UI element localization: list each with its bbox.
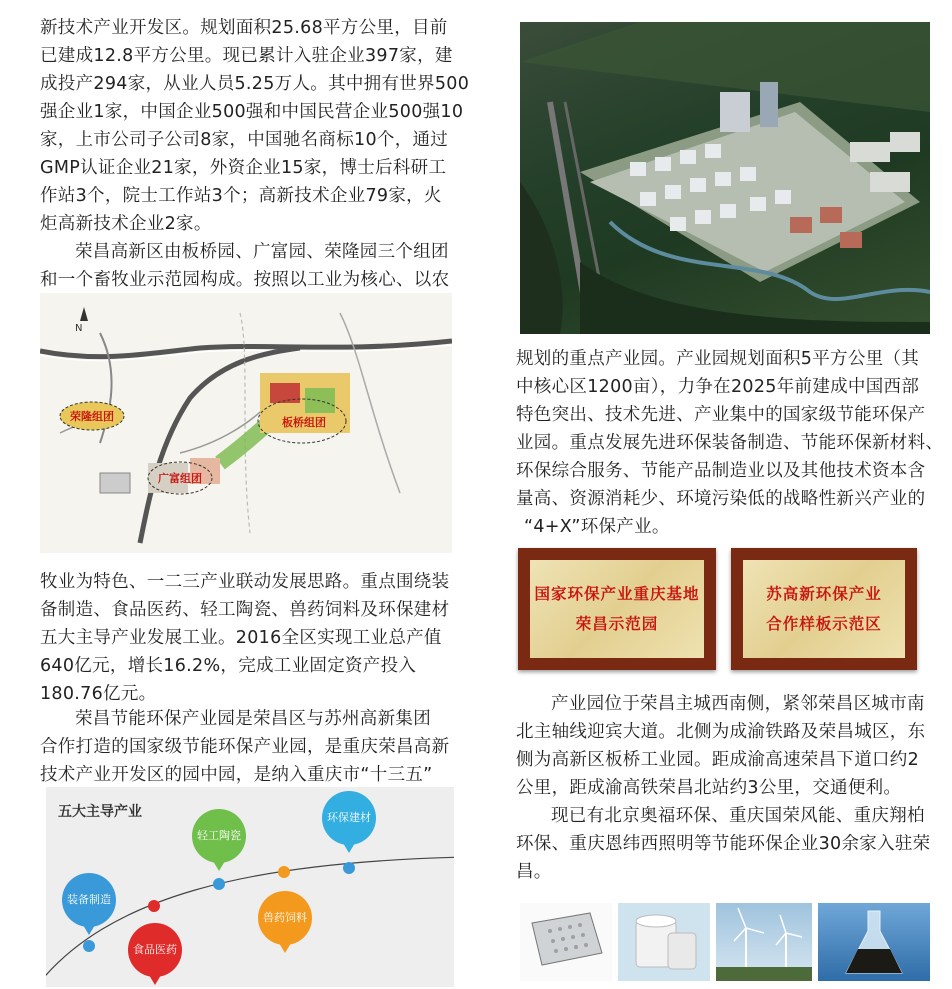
text-line: GMP认证企业21家，外资企业15家，博士后科研工 [40, 158, 447, 178]
text-line: 炬高新技术企业2家。 [40, 214, 212, 234]
industry-chart-title: 五大主导产业 [58, 804, 142, 820]
park-aerial-rendering [520, 22, 930, 334]
industry-dot-1 [83, 940, 95, 952]
wind-turbine-image [716, 903, 812, 981]
text-line: 昌。 [516, 862, 552, 882]
svg-text:N: N [75, 323, 83, 334]
plaque-line: 国家环保产业重庆基地 [534, 585, 700, 603]
text-line: 合作打造的国家级节能环保产业园，是重庆荣昌高新 [40, 737, 450, 757]
industry-dot-4 [278, 866, 290, 878]
map-label-banqiao: 板桥组团 [282, 416, 326, 429]
text-line: 产业园位于荣昌主城西南侧，紧邻荣昌区城市南 [551, 694, 925, 714]
text-line: “4+X”环保产业。 [524, 517, 670, 537]
right-para-1 [516, 345, 946, 541]
text-line: 环保、重庆恩纬西照明等节能环保企业30余家入驻荣 [516, 834, 931, 854]
text-line: 家，上市公司子公司8家，中国驰名商标10个，通过 [40, 130, 449, 150]
plaque-face [743, 560, 905, 658]
text-line: 荣昌高新区由板桥园、广富园、荣隆园三个组团 [75, 242, 449, 262]
district-map [40, 293, 452, 553]
text-line: 成投产294家，从业人员5.25万人。其中拥有世界500 [40, 74, 470, 94]
text-line: 备制造、食品医药、轻工陶瓷、兽药饲料及环保建材 [40, 600, 450, 620]
plaque-line: 苏高新环保产业 [766, 585, 882, 603]
text-line: 侧为高新区板桥工业园。距成渝高速荣昌下道口约2 [516, 750, 920, 770]
aerial-drawing [520, 22, 930, 334]
industry-bubble-2: 食品医药 [128, 923, 182, 977]
plaque-national-base [518, 548, 716, 670]
plaque-line: 合作样板示范区 [766, 615, 882, 633]
map-drawing [40, 293, 452, 553]
text-line: 五大主导产业发展工业。2016全区实现工业总产值 [40, 628, 442, 648]
led-streetlight-image [520, 903, 612, 981]
plaque-suzhou-cooperation [731, 548, 917, 670]
text-line: 荣昌节能环保产业园是荣昌区与苏州高新集团 [75, 709, 431, 729]
plaque-face [530, 560, 704, 658]
text-line: 牧业为特色、一二三产业联动发展思路。重点围绕装 [40, 572, 450, 592]
text-line: 作站3个，院士工作站3个；高新技术企业79家，火 [40, 186, 442, 206]
right-para-3 [516, 802, 946, 886]
right-para-2 [516, 690, 946, 802]
left-para-1 [40, 14, 470, 238]
text-line: 特色突出、技术先进、产业集中的国家级节能环保产 [516, 405, 926, 425]
left-para-4 [40, 705, 470, 789]
text-line: 和一个畜牧业示范园构成。按照以工业为核心、以农 [40, 270, 450, 290]
text-line: 技术产业开发区的园中园，是纳入重庆市“十三五” [40, 765, 433, 785]
text-line: 公里，距成渝高铁荣昌北站约3公里，交通便利。 [516, 778, 902, 798]
text-line: 640亿元，增长16.2%，完成工业固定资产投入 [40, 656, 417, 676]
lab-flask-image [818, 903, 930, 981]
industry-bubble-1: 装备制造 [62, 873, 116, 927]
text-line: 业园。重点发展先进环保装备制造、节能环保新材料、 [516, 433, 944, 453]
text-line: 量高、资源消耗少、环境污染低的战略性新兴产业的 [516, 489, 926, 509]
text-line: 180.76亿元。 [40, 684, 157, 704]
left-para-2 [40, 238, 470, 294]
text-line: 环保综合服务、节能产品制造业以及其他技术资本含 [516, 461, 926, 481]
industry-dot-3 [213, 878, 225, 890]
industry-dot-5 [343, 862, 355, 874]
text-line: 强企业1家，中国企业500强和中国民营企业500强10 [40, 102, 464, 122]
map-label-ronglong: 荣隆组团 [70, 410, 114, 423]
text-line: 北主轴线迎宾大道。北侧为成渝铁路及荣昌城区，东 [516, 722, 926, 742]
map-label-guangfu: 广富组团 [158, 472, 202, 485]
text-line: 中核心区1200亩），力争在2025年前建成中国西部 [516, 377, 920, 397]
industry-bubble-3: 轻工陶瓷 [192, 809, 246, 863]
ceramic-filter-image [618, 903, 710, 981]
text-line: 新技术产业开发区。规划面积25.68平方公里，目前 [40, 18, 448, 38]
product-image-strip [520, 903, 930, 981]
text-line: 规划的重点产业园。产业园规划面积5平方公里（其 [516, 349, 920, 369]
industry-bubble-5: 环保建材 [322, 791, 376, 845]
industry-dot-2 [148, 900, 160, 912]
text-line: 已建成12.8平方公里。现已累计入驻企业397家，建 [40, 46, 453, 66]
industry-bubble-4: 兽药饲料 [258, 891, 312, 945]
left-para-3 [40, 568, 470, 708]
text-line: 现已有北京奥福环保、重庆国荣风能、重庆翔柏 [551, 806, 925, 826]
plaque-line: 荣昌示范园 [575, 615, 659, 633]
industry-chart [46, 787, 454, 987]
